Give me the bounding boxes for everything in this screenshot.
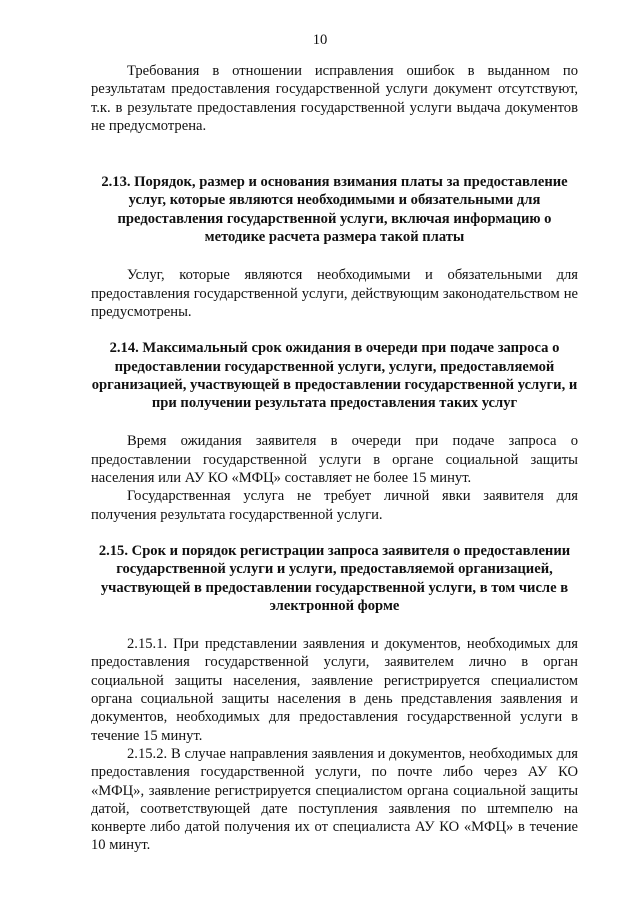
- section-2-13: [91, 173, 578, 321]
- paragraph-errors: Требования в отношении исправления ошибок в выданном по результатам предоставления государственной услуги документ отсутствуют, т.к. в результате предоставления государственной услуги выдача документов не предусмотрена.: [91, 63, 578, 134]
- page-content: [91, 62, 578, 855]
- section-2-15: [91, 542, 578, 855]
- paragraph-2-15-2: 2.15.2. В случае направления заявления и документов, необходимых для предоставления государственной услуги, по почте либо через АУ КО «МФЦ», заявление регистрируется специалистом органа социальной защиты датой, соответствующей дате поступления заявления по штемпелю на конверте либо датой получения их от специалиста АУ КО «МФЦ» в течение 10 минут.: [91, 745, 578, 854]
- spacer: [91, 321, 578, 339]
- spacer: [91, 615, 578, 635]
- spacer: [91, 412, 578, 432]
- spacer: [91, 246, 578, 266]
- section-2-14: [91, 339, 578, 524]
- section-heading-2-15: 2.15. Срок и порядок регистрации запроса заявителя о предоставлении государственной услуги и услуги, предоставляемой организацией, участвующей в предоставлении государственной услуги, в том числе в электронной форме: [98, 542, 571, 614]
- paragraph-2-13: Услуг, которые являются необходимыми и обязательными для предоставления государственной услуги, действующим законодательством не предусмотрены.: [91, 267, 578, 320]
- paragraph-2-14-1: Время ожидания заявителя в очереди при подаче запроса о предоставлении государственной услуги в органе социальной защиты населения или АУ КО «МФЦ» составляет не более 15 минут.: [91, 433, 578, 487]
- spacer: [91, 135, 578, 173]
- page-number: 10: [312, 32, 328, 48]
- section-heading-2-13: 2.13. Порядок, размер и основания взимания платы за предоставление услуг, которые являются необходимыми и обязательными для предоставления государственной услуги, включая информацию о методике расчета размера такой платы: [101, 174, 568, 246]
- spacer: [91, 524, 578, 542]
- paragraph-2-14-2: Государственная услуга не требует личной явки заявителя для получения результата государственной услуги.: [91, 488, 578, 523]
- paragraph-2-15-1: 2.15.1. При представлении заявления и документов, необходимых для предоставления государственной услуги, заявителем лично в орган социальной защиты населения, заявление регистрируется специалистом органа социальной защиты населения в день представления заявления и документов, необходимых для предоставления государственной услуги в течение 15 минут.: [91, 636, 578, 744]
- section-heading-2-14: 2.14. Максимальный срок ожидания в очереди при подаче запроса о предоставлении государственной услуги, услуги, предоставляемой организацией, участвующей в предоставлении государственной услуги, и при получении результата предоставления таких услуг: [91, 340, 578, 412]
